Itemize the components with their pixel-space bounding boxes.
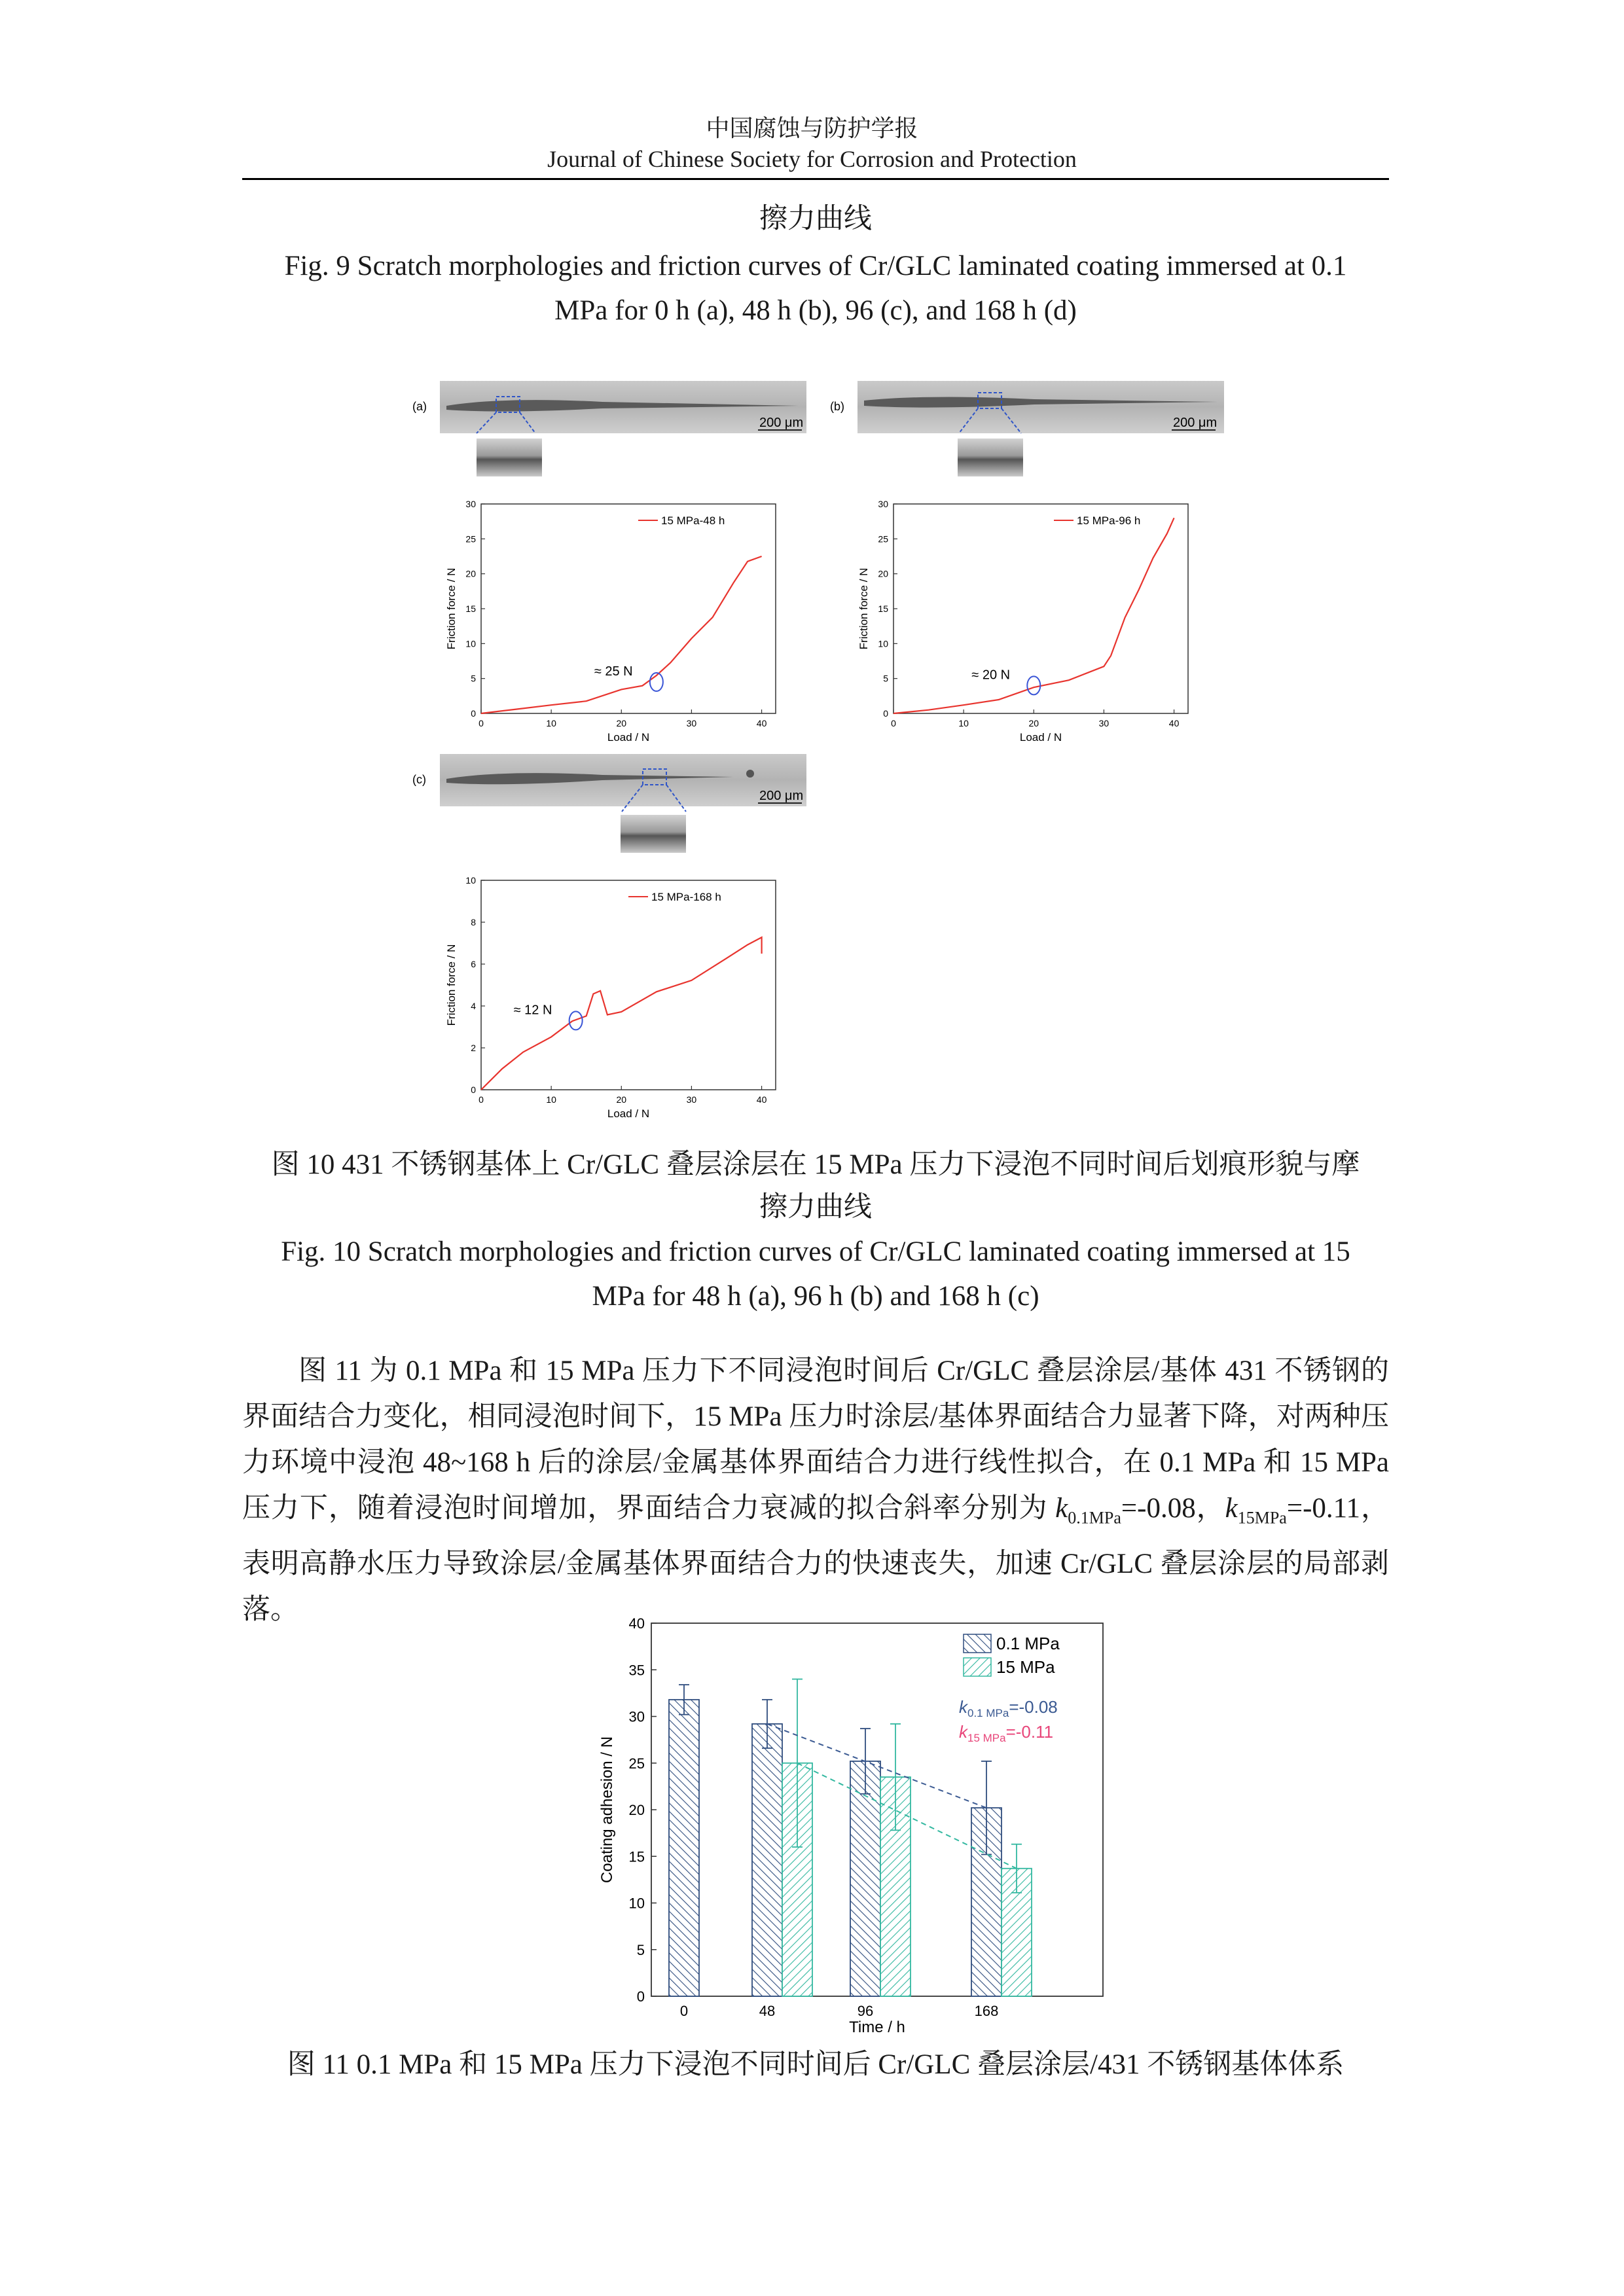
- chart-a-xtick-label: 40: [756, 718, 767, 728]
- chart-c-ytick-label: 6: [471, 959, 476, 969]
- fig10-caption-en-line2: MPa for 48 h (a), 96 h (b) and 168 h (c): [592, 1281, 1039, 1312]
- chart-b-ytick-label: 30: [878, 499, 888, 509]
- paragraph-k2: k: [1225, 1493, 1238, 1524]
- panel-b-zoom-image: [958, 439, 1023, 476]
- chart-b-ylabel: Friction force / N: [857, 567, 870, 650]
- chart-b-xtick-label: 0: [891, 718, 896, 728]
- fig11-ytick-label: 20: [628, 1802, 645, 1818]
- fig10-caption-en-line1: Fig. 10 Scratch morphologies and friction curves of Cr/GLC laminated coating immersed at 15: [281, 1236, 1350, 1267]
- chart-b-ytick-label: 15: [878, 603, 888, 614]
- paragraph-value-1: =-0.08，: [1121, 1493, 1225, 1524]
- chart-a-ytick-label: 30: [465, 499, 476, 509]
- chart-b-xlabel: Load / N: [1019, 731, 1062, 744]
- fig11-ytick-label: 15: [628, 1848, 645, 1865]
- chart-c-xtick-label: 20: [616, 1094, 627, 1105]
- chart-c-xtick-label: 30: [686, 1094, 697, 1105]
- chart-b-frame: [893, 504, 1188, 713]
- chart-c-frame: [481, 880, 776, 1090]
- fig11-ytick-label: 30: [628, 1708, 645, 1725]
- chart-b-ytick-label: 10: [878, 638, 888, 649]
- figure-11-bar-chart: [589, 1607, 1126, 2045]
- chart-a-ytick-label: 20: [465, 568, 476, 579]
- chart-b-legend: 15 MPa-96 h: [1077, 514, 1141, 527]
- paragraph-sub1: 0.1MPa: [1068, 1508, 1121, 1528]
- paragraph-sub2: 15MPa: [1237, 1508, 1287, 1528]
- chart-c-ytick-label: 4: [471, 1001, 476, 1011]
- fig9-caption-en-line1: Fig. 9 Scratch morphologies and friction curves of Cr/GLC laminated coating immersed at 0.1: [284, 251, 1347, 281]
- chart-a-frame: [481, 504, 776, 713]
- body-paragraph: [242, 1348, 1389, 1633]
- panel-a: [412, 381, 806, 476]
- fig11-xlabel: Time / h: [849, 2018, 905, 2036]
- chart-a-ytick-label: 10: [465, 638, 476, 649]
- chart-a-xtick-label: 10: [546, 718, 556, 728]
- chart-a-annotation: ≈ 25 N: [594, 664, 633, 679]
- chart-b-xtick-label: 10: [958, 718, 969, 728]
- fig11-legend-label-1: 0.1 MPa: [996, 1634, 1060, 1653]
- chart-b-ytick-label: 5: [883, 673, 888, 684]
- fig11-fit-label-2: $k_{15 MPa}=-0.11$: [959, 1722, 1054, 1744]
- chart-a-ylabel: Friction force / N: [445, 567, 458, 650]
- panel-a-zoom-image: [477, 439, 542, 476]
- fig9-caption-cn-tail: 擦力曲线: [759, 204, 872, 234]
- fig11-bar: [669, 1700, 699, 1996]
- panel-a-scale-bar-label: 200 μm: [759, 416, 804, 430]
- paragraph-value-2: =-0.11，表明高静水压力导致涂层/金属基体界面结合力的快速丧失，加速 Cr/GLC 叠层涂层的局部剥落。: [242, 1493, 1389, 1625]
- chart-b-xtick-label: 20: [1028, 718, 1039, 728]
- chart-c-xtick-label: 10: [546, 1094, 556, 1105]
- chart-a-xtick-label: 20: [616, 718, 627, 728]
- chart-a-ytick-label: 0: [471, 708, 476, 719]
- paragraph-k1: k: [1055, 1493, 1068, 1524]
- fig10-caption-cn-line1: 图 10 431 不锈钢基体上 Cr/GLC 叠层涂层在 15 MPa 压力下浸泡不同时间后划痕形貌与摩: [271, 1149, 1360, 1180]
- fig11-fit-label-1: $k_{0.1 MPa}=-0.08$: [959, 1697, 1058, 1719]
- fig11-legend-swatch-2: [964, 1658, 991, 1676]
- panel-c-zoom-image: [621, 815, 686, 853]
- chart-b-xtick-label: 40: [1168, 718, 1180, 728]
- chart-a-ytick-label: 5: [471, 673, 476, 684]
- chart-c: [445, 875, 776, 1120]
- fig11-xtick-label: 48: [759, 2003, 776, 2019]
- fig11-ytick-label: 25: [628, 1755, 645, 1772]
- chart-c-annotation: ≈ 12 N: [513, 1003, 552, 1018]
- chart-c-legend: 15 MPa-168 h: [651, 891, 721, 903]
- fig11-ytick-label: 40: [628, 1615, 645, 1632]
- chart-c-ytick-label: 8: [471, 917, 476, 927]
- panel-b-scale-bar-label: 200 μm: [1173, 416, 1218, 430]
- chart-a: [445, 499, 776, 744]
- chart-b-ytick-label: 0: [883, 708, 888, 719]
- panel-b: [830, 381, 1224, 476]
- chart-a-xlabel: Load / N: [607, 731, 650, 744]
- fig11-bar: [752, 1724, 782, 1996]
- chart-c-ylabel: Friction force / N: [445, 944, 458, 1026]
- journal-title-cn: 中国腐蚀与防护学报: [706, 115, 918, 141]
- fig10-caption-cn-line2: 擦力曲线: [759, 1192, 872, 1223]
- chart-c-xtick-label: 40: [756, 1094, 767, 1105]
- fig11-ylabel: Coating adhesion / N: [598, 1736, 616, 1884]
- fig11-ytick-label: 0: [636, 1988, 645, 2005]
- fig11-xtick-label: 96: [857, 2003, 874, 2019]
- chart-a-ytick-label: 25: [465, 533, 476, 545]
- fig11-ytick-label: 10: [628, 1895, 645, 1912]
- panel-a-label: (a): [412, 400, 427, 413]
- chart-a-xtick-label: 30: [686, 718, 697, 728]
- header-rule: [242, 178, 1389, 180]
- journal-title-en: Journal of Chinese Society for Corrosion and Protection: [547, 146, 1077, 172]
- paragraph-text-1: 图 11 为 0.1 MPa 和 15 MPa 压力下不同浸泡时间后 Cr/GLC 叠层涂层/基体 431 不锈钢的界面结合力变化，相同浸泡时间下，15 MPa 压力时涂层/基体界面结合力显著下降，对两种压力环境中浸泡 48~168 h 后的涂层/金属基体界面结合力进行线性拟合，在 0.1 MPa 和 15 MPa 压力下，随着浸泡时间增加，界面结合力衰减的拟合斜率分别为: [242, 1355, 1389, 1524]
- chart-b-annotation: ≈ 20 N: [971, 668, 1011, 683]
- fig11-caption: 图 11 0.1 MPa 和 15 MPa 压力下浸泡不同时间后 Cr/GLC 叠层涂层/431 不锈钢基体体系: [287, 2049, 1344, 2080]
- chart-c-ytick-label: 2: [471, 1043, 476, 1053]
- chart-c-ytick-label: 0: [471, 1085, 476, 1095]
- fig11-xtick-label: 0: [679, 2003, 689, 2019]
- chart-b-ytick-label: 25: [878, 533, 888, 545]
- fig11-legend-swatch-1: [964, 1634, 991, 1653]
- chart-c-xlabel: Load / N: [607, 1107, 650, 1120]
- panel-c-scale-bar-label: 200 μm: [759, 789, 804, 803]
- chart-c-xtick-label: 0: [478, 1094, 484, 1105]
- fig11-xtick-label: 168: [974, 2003, 999, 2019]
- chart-c-ytick-label: 10: [465, 875, 476, 886]
- fig11-legend-label-2: 15 MPa: [996, 1657, 1055, 1677]
- panel-b-label: (b): [830, 400, 844, 413]
- chart-b: [857, 499, 1188, 744]
- chart-b-xtick-label: 30: [1098, 718, 1110, 728]
- chart-a-xtick-label: 0: [478, 718, 484, 728]
- figure-10: [406, 373, 1244, 1132]
- fig9-caption-en-line2: MPa for 0 h (a), 48 h (b), 96 (c), and 168 h (d): [554, 295, 1077, 326]
- panel-c: [412, 754, 806, 853]
- panel-c-label: (c): [412, 773, 426, 786]
- fig11-ytick-label: 5: [636, 1941, 645, 1958]
- chart-a-ytick-label: 15: [465, 603, 476, 614]
- fig11-ytick-label: 35: [628, 1662, 645, 1679]
- chart-b-ytick-label: 20: [878, 568, 888, 579]
- chart-a-legend: 15 MPa-48 h: [661, 514, 725, 527]
